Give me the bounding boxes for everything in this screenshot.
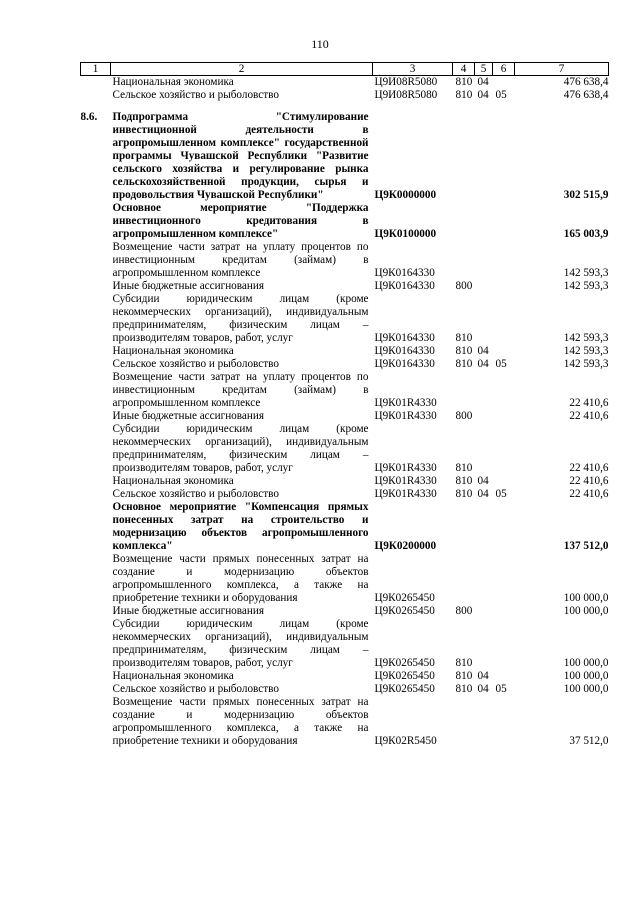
row-name: Возмещение части прямых понесенных затрат на создание и модернизацию объектов агропромышленного комплекса, а также на приобретение техники и оборудования bbox=[112, 696, 369, 747]
page-number: 110 bbox=[311, 37, 329, 51]
table-row bbox=[81, 280, 609, 293]
row-name: Национальная экономика bbox=[112, 76, 234, 88]
row-number bbox=[81, 371, 111, 410]
row-amount: 137 512,0 bbox=[563, 540, 609, 552]
budget-table bbox=[80, 62, 609, 748]
row-name: Сельское хозяйство и рыболовство bbox=[112, 89, 279, 101]
row-amount: 476 638,4 bbox=[563, 76, 609, 88]
row-amount: 100 000,0 bbox=[563, 592, 609, 604]
row-number bbox=[81, 293, 111, 345]
row-amount: 142 593,3 bbox=[563, 358, 609, 370]
row-code: Ц9К0164330 bbox=[374, 280, 435, 292]
table-row bbox=[81, 553, 609, 605]
row-expense-type: 810 bbox=[455, 462, 473, 474]
row-name: Сельское хозяйство и рыболовство bbox=[112, 488, 279, 500]
row-subsection bbox=[493, 670, 515, 683]
row-expense-type: 810 bbox=[455, 76, 473, 88]
row-amount: 165 003,9 bbox=[563, 228, 609, 240]
row-subsection: 05 bbox=[495, 89, 507, 101]
row-number bbox=[81, 475, 111, 488]
row-number bbox=[81, 501, 111, 553]
row-section: 04 bbox=[477, 670, 489, 682]
row-section bbox=[475, 618, 493, 670]
row-section bbox=[475, 111, 493, 202]
table-row bbox=[81, 241, 609, 280]
row-subsection bbox=[493, 345, 515, 358]
row-number bbox=[81, 683, 111, 696]
row-expense-type: 810 bbox=[455, 358, 473, 370]
row-name: Национальная экономика bbox=[112, 670, 234, 682]
table-row bbox=[81, 605, 609, 618]
row-code: Ц9К0164330 bbox=[374, 358, 435, 370]
row-number bbox=[81, 670, 111, 683]
row-code: Ц9К0200000 bbox=[374, 540, 437, 552]
row-amount: 22 410,6 bbox=[569, 397, 609, 409]
table-row bbox=[81, 293, 609, 345]
row-code: Ц9И08R5080 bbox=[374, 76, 438, 88]
row-number bbox=[81, 488, 111, 501]
row-expense-type bbox=[453, 696, 475, 748]
table-row bbox=[81, 618, 609, 670]
row-code: Ц9К01R4330 bbox=[374, 397, 437, 409]
row-name: Субсидии юридическим лицам (кроме некоммерческих организаций), индивидуальным предпринимателям, физическим лицам – производителям товаров, работ, услуг bbox=[112, 618, 369, 669]
row-expense-type: 810 bbox=[455, 332, 473, 344]
row-number bbox=[81, 89, 111, 102]
row-subsection bbox=[493, 475, 515, 488]
table-row bbox=[81, 358, 609, 371]
row-name: Подпрограмма "Стимулирование инвестиционной деятельности в агропромышленном комплексе" государственной программы Чувашской Республики "Развитие сельского хозяйства и регулирование рынка сельскохозяйственной продукции, сырья и продовольствия Чувашской Республики" bbox=[112, 111, 369, 201]
row-amount: 476 638,4 bbox=[563, 89, 609, 101]
row-amount: 100 000,0 bbox=[563, 605, 609, 617]
row-name: Возмещение части затрат на уплату процентов по инвестиционным кредитам (займам) в агропромышленном комплексе bbox=[112, 371, 369, 409]
table-row bbox=[81, 670, 609, 683]
row-amount: 22 410,6 bbox=[569, 488, 609, 500]
row-subsection bbox=[493, 371, 515, 410]
row-number bbox=[81, 241, 111, 280]
row-name: Иные бюджетные ассигнования bbox=[112, 410, 264, 422]
row-section: 04 bbox=[477, 89, 489, 101]
row-code: Ц9К0265450 bbox=[374, 683, 435, 695]
row-expense-type bbox=[453, 111, 475, 202]
header-cell-4: 4 bbox=[453, 63, 475, 76]
row-amount: 302 515,9 bbox=[563, 189, 609, 201]
row-name: Основное мероприятие "Поддержка инвестиционного кредитования в агропромышленном комплексе" bbox=[112, 202, 369, 240]
row-code: Ц9К0265450 bbox=[374, 592, 435, 604]
table-row bbox=[81, 488, 609, 501]
header-cell-5: 5 bbox=[475, 63, 493, 76]
row-expense-type: 800 bbox=[455, 605, 473, 617]
row-expense-type: 810 bbox=[455, 488, 473, 500]
row-subsection bbox=[493, 280, 515, 293]
row-subsection bbox=[493, 76, 515, 90]
table-row bbox=[81, 371, 609, 410]
row-amount: 142 593,3 bbox=[563, 280, 609, 292]
row-subsection bbox=[493, 293, 515, 345]
row-section bbox=[475, 423, 493, 475]
header-cell-3: 3 bbox=[373, 63, 453, 76]
row-section: 04 bbox=[477, 76, 489, 88]
row-number bbox=[81, 280, 111, 293]
row-section bbox=[475, 371, 493, 410]
row-expense-type bbox=[453, 202, 475, 241]
row-amount: 22 410,6 bbox=[569, 462, 609, 474]
row-amount: 100 000,0 bbox=[563, 683, 609, 695]
row-number bbox=[81, 696, 111, 748]
table-row bbox=[81, 683, 609, 696]
row-expense-type: 810 bbox=[455, 657, 473, 669]
row-name: Субсидии юридическим лицам (кроме некоммерческих организаций), индивидуальным предпринимателям, физическим лицам – производителям товаров, работ, услуг bbox=[112, 423, 369, 474]
row-code: Ц9К01R4330 bbox=[374, 462, 437, 474]
row-subsection: 05 bbox=[495, 358, 507, 370]
header-cell-7: 7 bbox=[515, 63, 609, 76]
row-spacer bbox=[81, 102, 609, 111]
table-row bbox=[81, 202, 609, 241]
row-expense-type: 800 bbox=[455, 410, 473, 422]
table-row bbox=[81, 475, 609, 488]
row-code: Ц9К02R5450 bbox=[374, 735, 437, 747]
row-section: 04 bbox=[477, 345, 489, 357]
row-code: Ц9К0100000 bbox=[374, 228, 437, 240]
row-number bbox=[81, 553, 111, 605]
row-number bbox=[81, 358, 111, 371]
table-row bbox=[81, 76, 609, 90]
row-name: Субсидии юридическим лицам (кроме некоммерческих организаций), индивидуальным предпринимателям, физическим лицам – производителям товаров, работ, услуг bbox=[112, 293, 369, 344]
row-code: Ц9К0164330 bbox=[374, 267, 435, 279]
row-code: Ц9К0164330 bbox=[374, 345, 435, 357]
row-code: Ц9К01R4330 bbox=[374, 475, 437, 487]
row-amount: 142 593,3 bbox=[563, 345, 609, 357]
table-body bbox=[81, 76, 609, 749]
row-amount: 142 593,3 bbox=[563, 332, 609, 344]
row-section bbox=[475, 293, 493, 345]
row-section bbox=[475, 280, 493, 293]
header-cell-2: 2 bbox=[111, 63, 373, 76]
row-code: Ц9К0265450 bbox=[374, 605, 435, 617]
row-spacer-cell bbox=[81, 102, 609, 111]
row-section bbox=[475, 501, 493, 553]
row-number bbox=[81, 202, 111, 241]
row-section: 04 bbox=[477, 683, 489, 695]
row-number bbox=[81, 345, 111, 358]
header-cell-1: 1 bbox=[81, 63, 111, 76]
row-name: Возмещение части прямых понесенных затрат на создание и модернизацию объектов агропромышленного комплекса, а также на приобретение техники и оборудования bbox=[112, 553, 369, 604]
row-name: Сельское хозяйство и рыболовство bbox=[112, 683, 279, 695]
row-section: 04 bbox=[477, 488, 489, 500]
table-row bbox=[81, 423, 609, 475]
row-expense-type: 800 bbox=[455, 280, 473, 292]
row-expense-type: 810 bbox=[455, 475, 473, 487]
row-number bbox=[81, 410, 111, 423]
row-expense-type bbox=[453, 553, 475, 605]
row-subsection bbox=[493, 618, 515, 670]
header-cell-6: 6 bbox=[493, 63, 515, 76]
row-expense-type: 810 bbox=[455, 683, 473, 695]
table-row bbox=[81, 410, 609, 423]
row-subsection bbox=[493, 202, 515, 241]
row-amount: 142 593,3 bbox=[563, 267, 609, 279]
row-section bbox=[475, 241, 493, 280]
row-section bbox=[475, 696, 493, 748]
row-expense-type bbox=[453, 371, 475, 410]
row-name: Национальная экономика bbox=[112, 475, 234, 487]
table-row bbox=[81, 111, 609, 202]
row-section bbox=[475, 553, 493, 605]
row-name: Возмещение части затрат на уплату процентов по инвестиционным кредитам (займам) в агропромышленном комплексе bbox=[112, 241, 369, 279]
row-expense-type bbox=[453, 241, 475, 280]
row-code: Ц9К01R4330 bbox=[374, 488, 437, 500]
row-amount: 37 512,0 bbox=[569, 735, 609, 747]
row-subsection bbox=[493, 501, 515, 553]
row-amount: 22 410,6 bbox=[569, 410, 609, 422]
table-row bbox=[81, 501, 609, 553]
row-section bbox=[475, 605, 493, 618]
row-code: Ц9К0164330 bbox=[374, 332, 435, 344]
row-code: Ц9И08R5080 bbox=[374, 89, 438, 101]
row-name: Национальная экономика bbox=[112, 345, 234, 357]
row-subsection bbox=[493, 111, 515, 202]
row-code: Ц9К0000000 bbox=[374, 189, 437, 201]
row-number: 8.6. bbox=[80, 111, 98, 123]
row-expense-type: 810 bbox=[455, 89, 473, 101]
row-section bbox=[475, 202, 493, 241]
row-subsection bbox=[493, 241, 515, 280]
row-code: Ц9К01R4330 bbox=[374, 410, 437, 422]
table-header bbox=[81, 63, 609, 76]
row-section: 04 bbox=[477, 358, 489, 370]
row-amount: 100 000,0 bbox=[563, 670, 609, 682]
row-expense-type: 810 bbox=[455, 345, 473, 357]
table-row bbox=[81, 696, 609, 748]
row-subsection bbox=[493, 553, 515, 605]
row-number bbox=[81, 618, 111, 670]
row-number bbox=[81, 76, 111, 90]
row-subsection bbox=[493, 423, 515, 475]
table-row bbox=[81, 345, 609, 358]
row-name: Сельское хозяйство и рыболовство bbox=[112, 358, 279, 370]
row-expense-type: 810 bbox=[455, 670, 473, 682]
row-subsection bbox=[493, 696, 515, 748]
row-name: Иные бюджетные ассигнования bbox=[112, 605, 264, 617]
row-number bbox=[81, 605, 111, 618]
row-subsection: 05 bbox=[495, 683, 507, 695]
row-expense-type bbox=[453, 501, 475, 553]
row-section: 04 bbox=[477, 475, 489, 487]
row-name: Основное мероприятие "Компенсация прямых понесенных затрат на строительство и модернизацию объектов агропромышленного комплекса" bbox=[112, 501, 369, 552]
row-amount: 22 410,6 bbox=[569, 475, 609, 487]
table-row bbox=[81, 89, 609, 102]
row-amount: 100 000,0 bbox=[563, 657, 609, 669]
row-subsection bbox=[493, 605, 515, 618]
row-subsection bbox=[493, 410, 515, 423]
row-name: Иные бюджетные ассигнования bbox=[112, 280, 264, 292]
row-subsection: 05 bbox=[495, 488, 507, 500]
row-number bbox=[81, 423, 111, 475]
row-code: Ц9К0265450 bbox=[374, 670, 435, 682]
row-section bbox=[475, 410, 493, 423]
row-code: Ц9К0265450 bbox=[374, 657, 435, 669]
